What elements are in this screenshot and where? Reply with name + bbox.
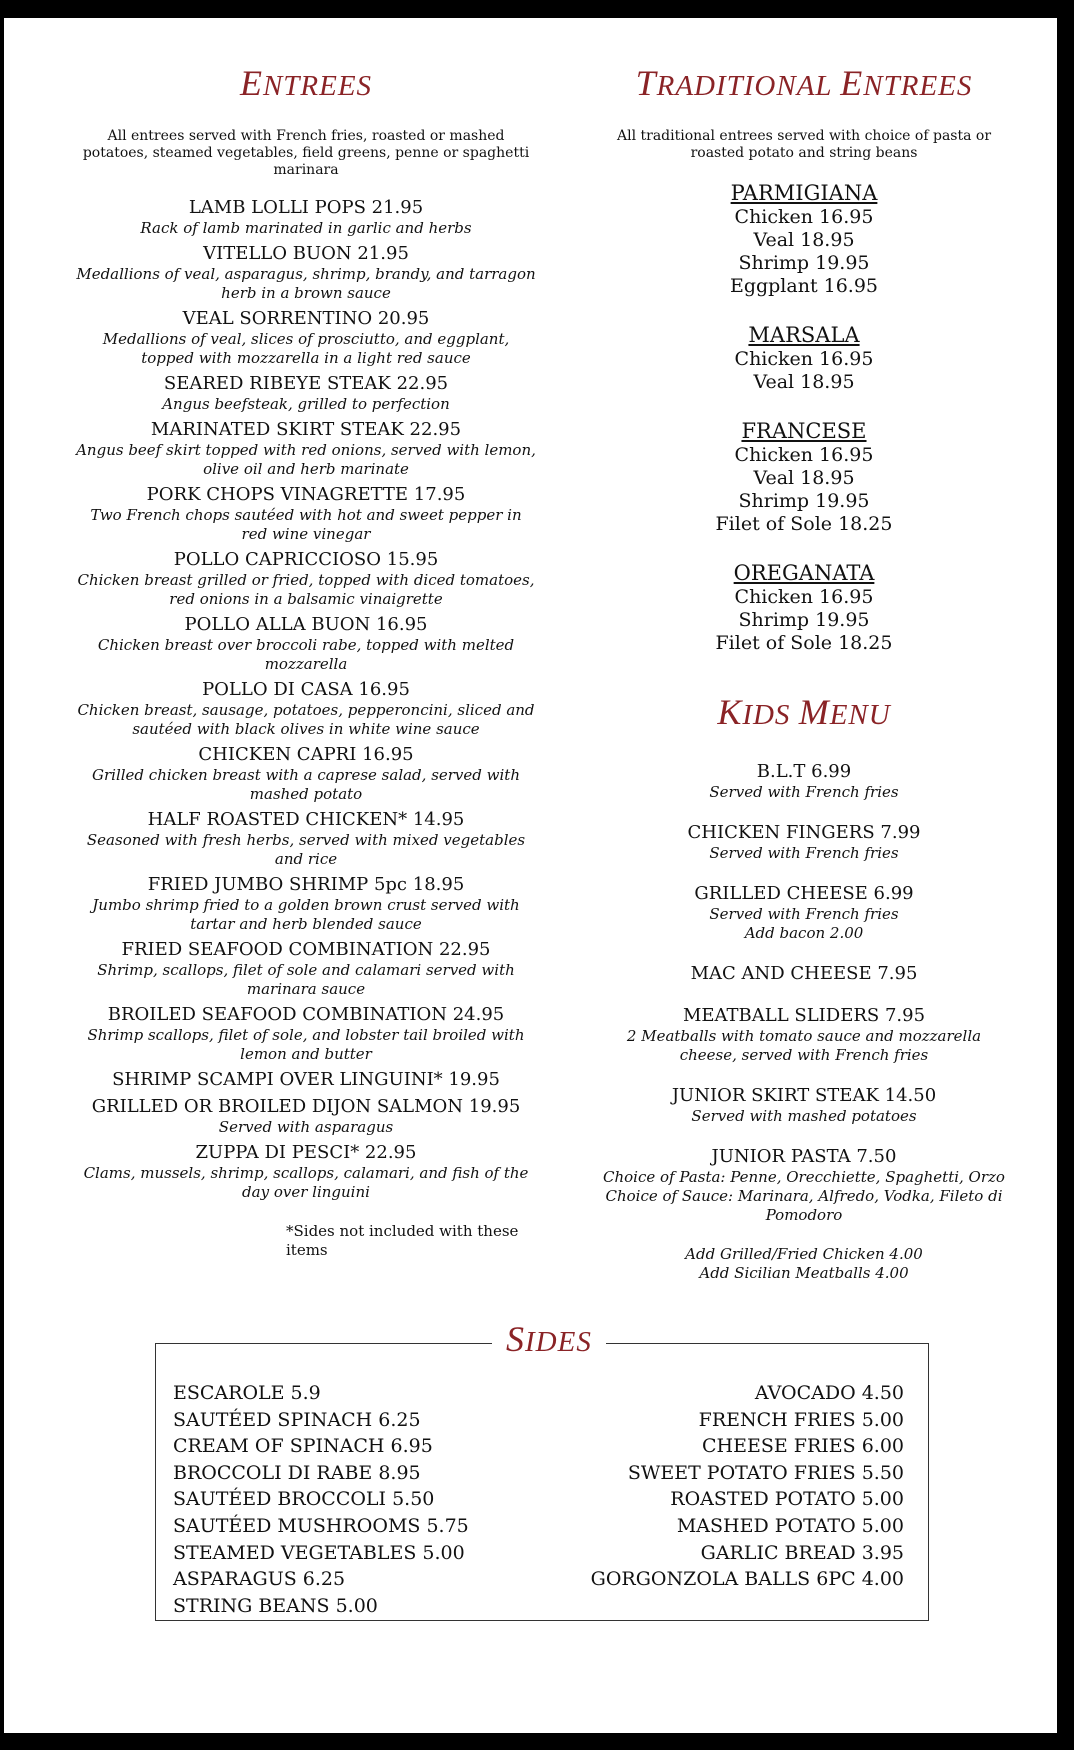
side-item: GARLIC BREAD 3.95 — [700, 1541, 904, 1564]
kids-item-description: 2 Meatballs with tomato sauce and mozzarella cheese, served with French fries — [626, 1027, 982, 1064]
kids-item-name: MAC AND CHEESE 7.95 — [690, 963, 918, 984]
traditional-heading: TRADITIONAL ENTREES — [635, 63, 973, 103]
kids-item — [599, 1005, 1009, 1065]
kids-item-description: Add bacon 2.00 — [744, 924, 864, 942]
sides-heading: SIDES — [492, 1318, 606, 1360]
entree-description: Chicken breast, sausage, potatoes, pepperoncini, sliced and sautéed with black olives in white wine sauce — [77, 701, 535, 738]
entree-item — [76, 809, 536, 869]
entree-name: VEAL SORRENTINO 20.95 — [182, 308, 430, 329]
entree-item — [76, 1096, 536, 1137]
group-item: Eggplant 16.95 — [729, 275, 879, 297]
entree-description: Chicken breast grilled or fried, topped with diced tomatoes, red onions in a balsamic vinaigrette — [77, 571, 535, 608]
entree-name: ZUPPA DI PESCI* 22.95 — [195, 1142, 417, 1163]
kids-menu-heading: KIDS MENU — [717, 692, 891, 732]
entree-name: SHRIMP SCAMPI OVER LINGUINI* 19.95 — [112, 1069, 500, 1090]
side-item: ROASTED POTATO 5.00 — [670, 1488, 904, 1511]
kids-item-description: Choice of Pasta: Penne, Orecchiette, Spaghetti, Orzo — [603, 1168, 1005, 1186]
side-item: STEAMED VEGETABLES 5.00 — [173, 1541, 465, 1564]
entree-description: Chicken breast over broccoli rabe, topped with melted mozzarella — [97, 636, 515, 673]
group-item: Chicken 16.95 — [734, 444, 874, 466]
group-item: Chicken 16.95 — [734, 206, 874, 228]
kids-item-name: JUNIOR SKIRT STEAK 14.50 — [671, 1085, 937, 1106]
side-item: CREAM OF SPINACH 6.95 — [173, 1435, 433, 1458]
entree-name: FRIED JUMBO SHRIMP 5pc 18.95 — [147, 874, 465, 895]
kids-item-description: Served with French fries — [709, 905, 899, 923]
entree-item — [76, 419, 536, 479]
entree-item — [76, 1069, 536, 1091]
traditional-group — [599, 322, 1009, 394]
group-item: Filet of Sole 18.25 — [715, 513, 893, 535]
entree-item — [76, 373, 536, 414]
group-name: PARMIGIANA — [730, 181, 878, 205]
group-item: Chicken 16.95 — [734, 586, 874, 608]
group-name: OREGANATA — [733, 561, 875, 585]
sides-right-column — [591, 1380, 904, 1593]
side-item: STRING BEANS 5.00 — [173, 1594, 378, 1617]
entree-item — [76, 308, 536, 368]
entree-name: GRILLED OR BROILED DIJON SALMON 19.95 — [91, 1096, 521, 1117]
sides-not-included-note: *Sides not included with these items — [286, 1222, 519, 1259]
traditional-intro: All traditional entrees served with choice of pasta or roasted potato and string beans — [616, 128, 992, 161]
side-item: ESCAROLE 5.9 — [173, 1382, 321, 1404]
entree-item — [76, 874, 536, 934]
entrees-intro: All entrees served with French fries, roasted or mashed potatoes, steamed vegetables, field greens, penne or spaghetti marinara — [82, 128, 530, 178]
entree-name: MARINATED SKIRT STEAK 22.95 — [150, 419, 462, 440]
group-item: Filet of Sole 18.25 — [715, 632, 893, 654]
entree-name: POLLO ALLA BUON 16.95 — [184, 614, 428, 635]
kids-add-ons — [599, 1245, 1009, 1283]
entree-item — [76, 197, 536, 238]
group-name: FRANCESE — [741, 419, 867, 443]
entree-description: Jumbo shrimp fried to a golden brown crust served with tartar and herb blended sauce — [92, 896, 520, 933]
side-item: GORGONZOLA BALLS 6PC 4.00 — [590, 1568, 904, 1591]
entree-description: Grilled chicken breast with a caprese salad, served with mashed potato — [92, 766, 520, 803]
add-on-item: Add Sicilian Meatballs 4.00 — [699, 1264, 909, 1282]
group-item: Veal 18.95 — [753, 371, 855, 393]
menu-page — [4, 18, 1057, 1733]
traditional-section — [599, 62, 1009, 1283]
traditional-group — [599, 418, 1009, 536]
entree-item — [76, 243, 536, 303]
entree-description: Two French chops sautéed with hot and sweet pepper in red wine vinegar — [90, 506, 522, 543]
group-name: MARSALA — [748, 323, 860, 347]
entree-name: CHICKEN CAPRI 16.95 — [198, 744, 414, 765]
kids-item-name: GRILLED CHEESE 6.99 — [694, 883, 914, 904]
kids-menu-list — [599, 761, 1009, 1225]
side-item: SWEET POTATO FRIES 5.50 — [627, 1461, 904, 1484]
entree-item — [76, 549, 536, 609]
entree-name: LAMB LOLLI POPS 21.95 — [188, 197, 424, 218]
traditional-group — [599, 180, 1009, 298]
side-item: FRENCH FRIES 5.00 — [698, 1408, 904, 1431]
entree-description: Seasoned with fresh herbs, served with mixed vegetables and rice — [86, 831, 526, 868]
entree-description: Shrimp, scallops, filet of sole and calamari served with marinara sauce — [97, 961, 515, 998]
kids-item-description: Served with French fries — [709, 844, 899, 862]
kids-item-description: Served with French fries — [709, 783, 899, 801]
entree-name: POLLO CAPRICCIOSO 15.95 — [173, 549, 439, 570]
traditional-list — [599, 180, 1009, 655]
side-item: AVOCADO 4.50 — [754, 1382, 904, 1404]
entree-name: PORK CHOPS VINAGRETTE 17.95 — [146, 484, 466, 505]
entree-name: BROILED SEAFOOD COMBINATION 24.95 — [107, 1004, 505, 1025]
group-item: Chicken 16.95 — [734, 348, 874, 370]
side-item: SAUTÉED SPINACH 6.25 — [173, 1408, 421, 1431]
kids-item-name: CHICKEN FINGERS 7.99 — [687, 822, 921, 843]
entrees-list — [76, 197, 536, 1202]
entree-item — [76, 744, 536, 804]
entree-name: FRIED SEAFOOD COMBINATION 22.95 — [121, 939, 491, 960]
kids-item — [599, 963, 1009, 985]
entrees-section — [76, 62, 536, 1260]
kids-item — [599, 761, 1009, 802]
sides-box — [155, 1319, 929, 1621]
sides-left-column — [173, 1380, 469, 1619]
entree-item — [76, 679, 536, 739]
group-item: Veal 18.95 — [753, 467, 855, 489]
entree-description: Clams, mussels, shrimp, scallops, calamari, and fish of the day over linguini — [83, 1164, 529, 1201]
kids-item-name: MEATBALL SLIDERS 7.95 — [682, 1005, 926, 1026]
kids-item-description: Served with mashed potatoes — [691, 1107, 917, 1125]
entree-name: HALF ROASTED CHICKEN* 14.95 — [147, 809, 465, 830]
entree-description: Shrimp scallops, filet of sole, and lobster tail broiled with lemon and butter — [87, 1026, 525, 1063]
entree-item — [76, 484, 536, 544]
entree-description: Angus beefsteak, grilled to perfection — [162, 395, 450, 413]
side-item: SAUTÉED MUSHROOMS 5.75 — [173, 1514, 469, 1537]
entree-name: POLLO DI CASA 16.95 — [202, 679, 410, 700]
kids-item-name: B.L.T 6.99 — [756, 761, 852, 782]
traditional-group — [599, 560, 1009, 655]
kids-item — [599, 883, 1009, 943]
entree-item — [76, 1004, 536, 1064]
group-item: Shrimp 19.95 — [738, 252, 870, 274]
side-item: MASHED POTATO 5.00 — [676, 1514, 904, 1537]
entree-name: VITELLO BUON 21.95 — [203, 243, 409, 264]
entree-item — [76, 614, 536, 674]
kids-item — [599, 1085, 1009, 1126]
add-on-item: Add Grilled/Fried Chicken 4.00 — [685, 1245, 923, 1263]
group-item: Shrimp 19.95 — [738, 609, 870, 631]
entree-name: SEARED RIBEYE STEAK 22.95 — [163, 373, 449, 394]
side-item: SAUTÉED BROCCOLI 5.50 — [173, 1488, 435, 1511]
kids-item-description: Choice of Sauce: Marinara, Alfredo, Vodka, Fileto di Pomodoro — [605, 1187, 1003, 1224]
kids-item — [599, 822, 1009, 863]
entree-description: Medallions of veal, slices of prosciutto, and eggplant, topped with mozzarella in a light red sauce — [102, 330, 510, 367]
side-item: CHEESE FRIES 6.00 — [702, 1435, 904, 1458]
entree-description: Medallions of veal, asparagus, shrimp, brandy, and tarragon herb in a brown sauce — [76, 265, 536, 302]
entrees-heading: ENTREES — [239, 63, 373, 103]
side-item: ASPARAGUS 6.25 — [173, 1568, 346, 1591]
kids-item-name: JUNIOR PASTA 7.50 — [711, 1146, 897, 1167]
entree-description: Angus beef skirt topped with red onions, served with lemon, olive oil and herb marinate — [76, 441, 536, 478]
group-item: Shrimp 19.95 — [738, 490, 870, 512]
group-item: Veal 18.95 — [753, 229, 855, 251]
entree-description: Rack of lamb marinated in garlic and herbs — [140, 219, 472, 237]
kids-item — [599, 1146, 1009, 1225]
side-item: BROCCOLI DI RABE 8.95 — [173, 1461, 421, 1484]
entree-item — [76, 939, 536, 999]
entree-description: Served with asparagus — [218, 1118, 394, 1136]
entree-item — [76, 1142, 536, 1202]
